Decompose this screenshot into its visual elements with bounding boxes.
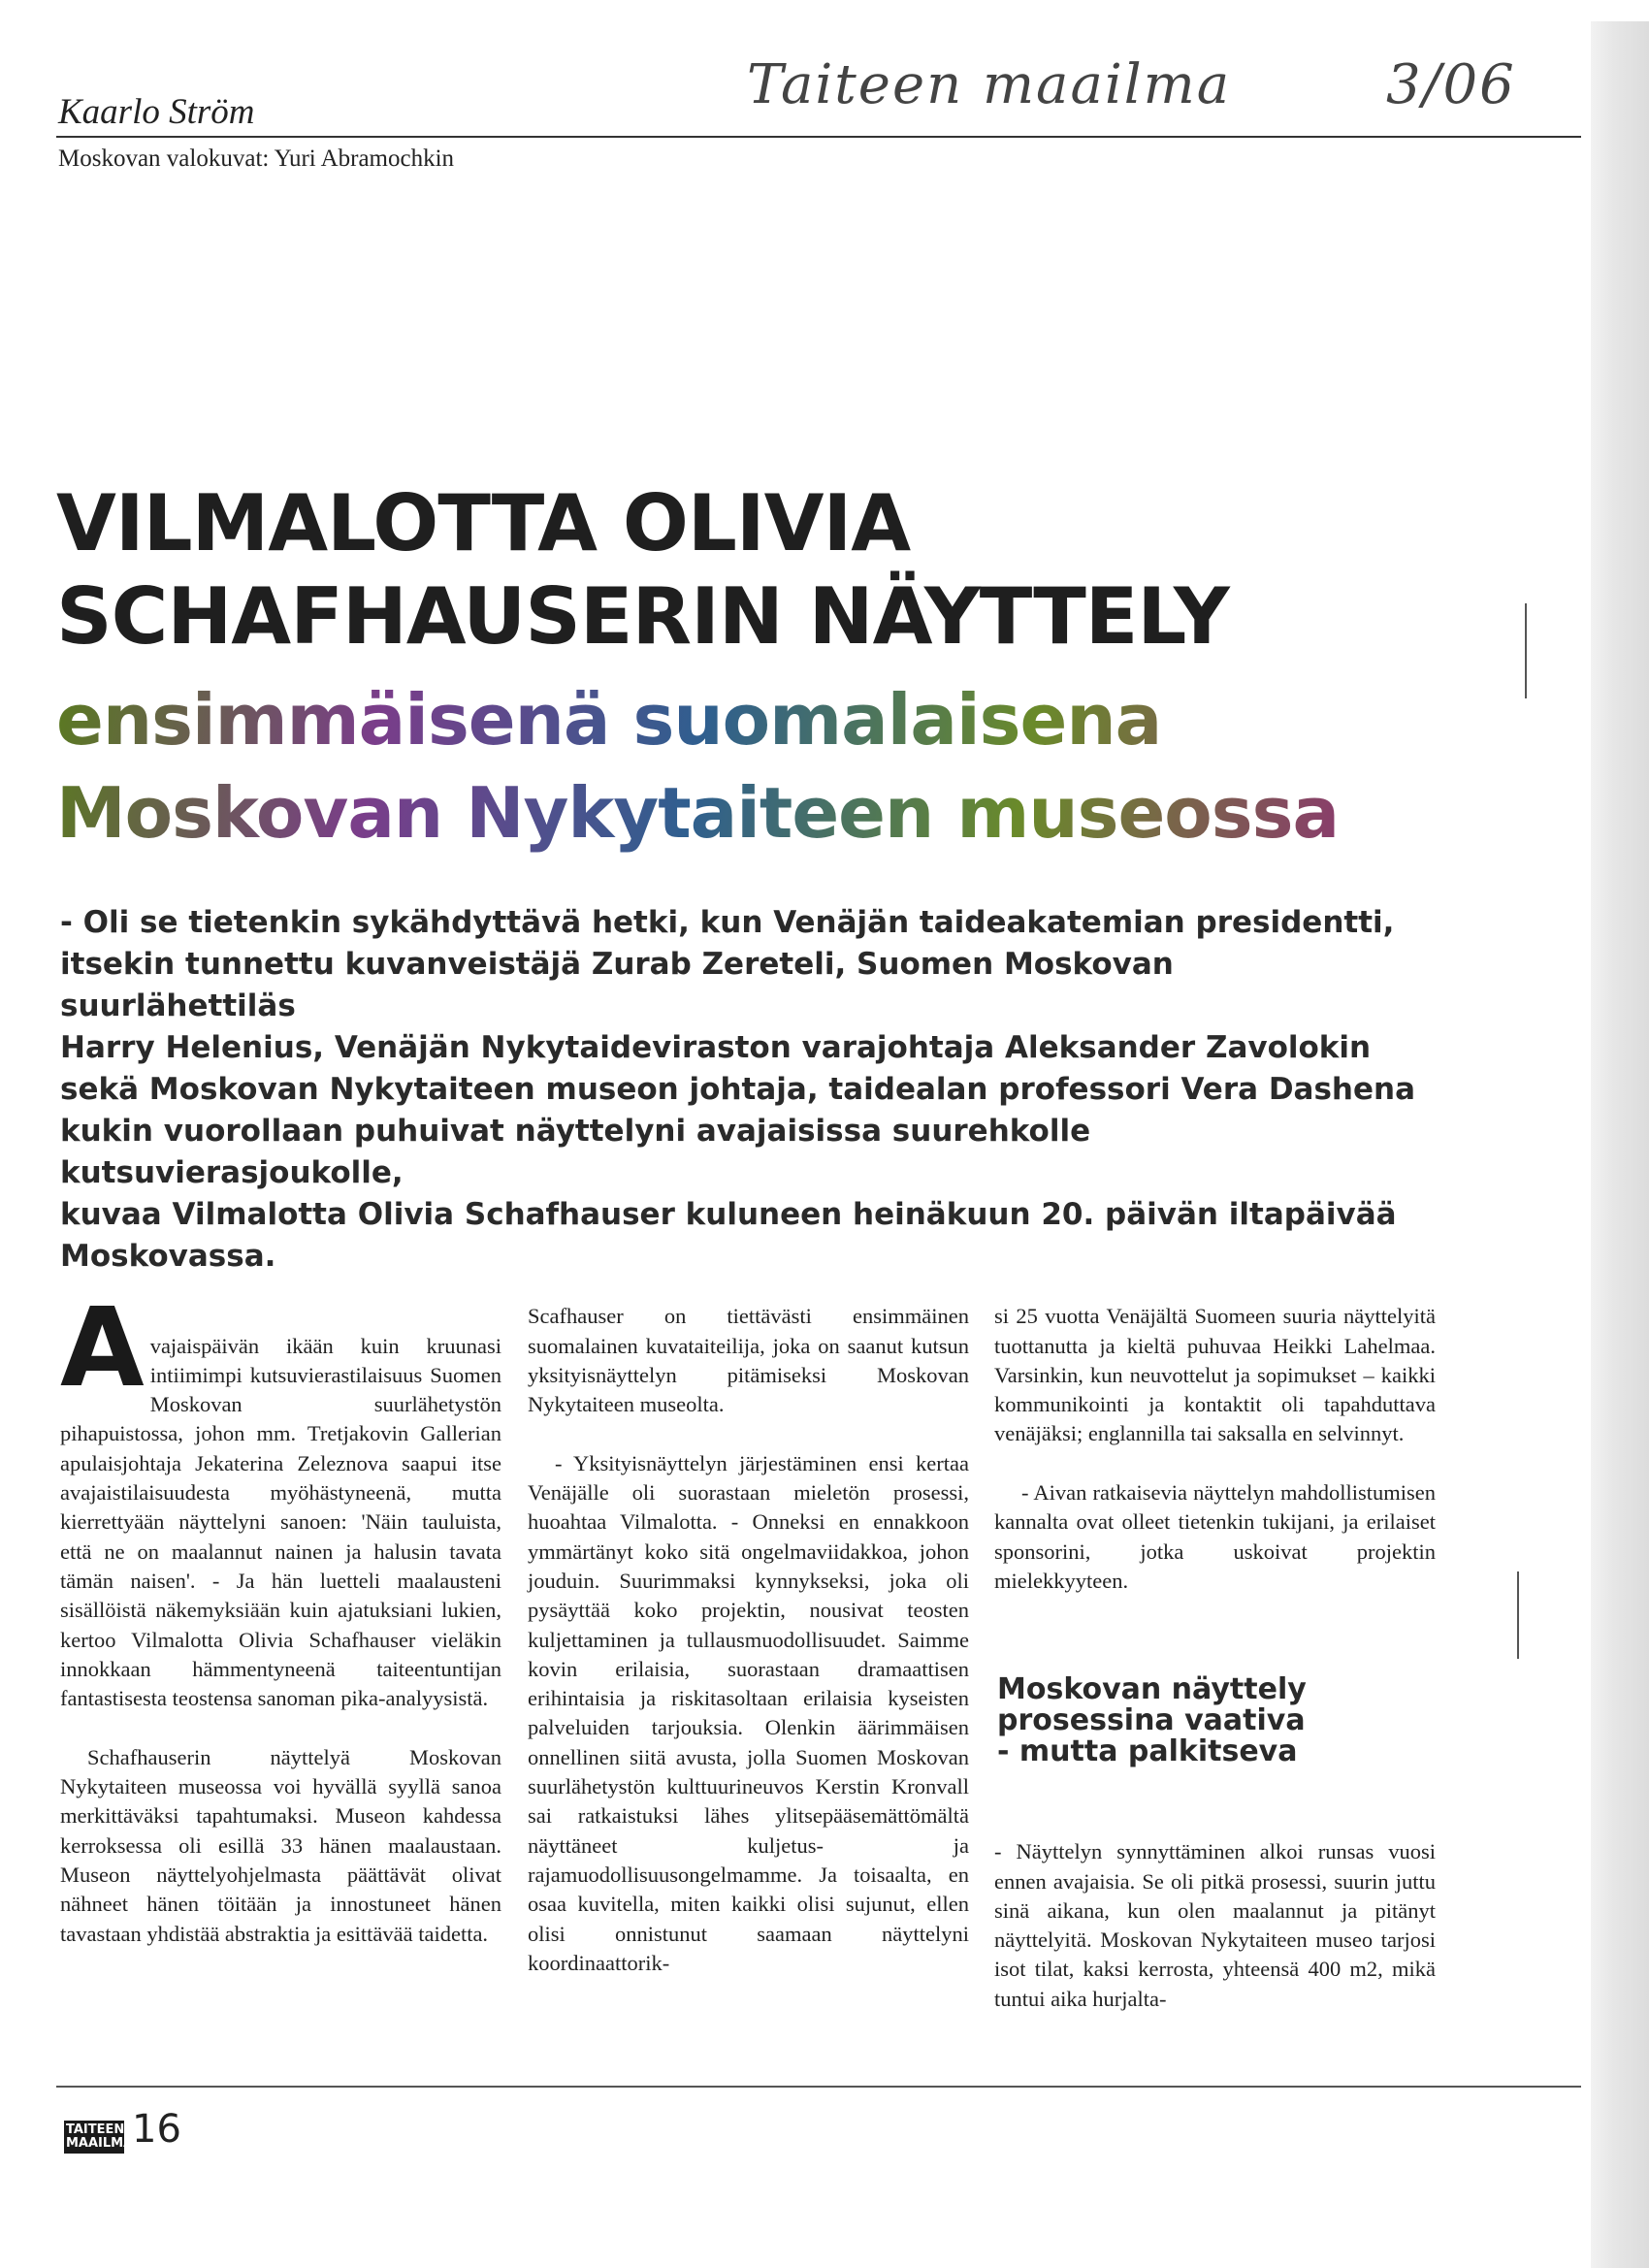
drop-cap: A — [60, 1285, 145, 1412]
logo-line-2: MAAILMA — [66, 2136, 134, 2151]
subheadline — [56, 673, 1339, 859]
handwritten-issue: 3/06 — [1385, 53, 1516, 116]
body-paragraph: - Aivan ratkaisevia näyttelyn mahdollistumisen kannalta ovat olleet tietenkin tukijani, ja erilaiset sponsorini, jotka uskoivat projektin mielekkyyteen. — [994, 1480, 1436, 1593]
handwritten-magazine: Taiteen maailma — [747, 53, 1232, 116]
magazine-logo — [64, 2121, 134, 2154]
page-number: 16 — [132, 2107, 181, 2152]
handwritten-note — [747, 53, 1516, 116]
body-paragraph: Scafhauser on tiettävästi ensimmäinen suomalainen kuvataiteilija, joka on saanut kutsun yksityisnäyttelyn pitämiseksi Moskovan Nykytaiteen museolta. — [528, 1304, 969, 1417]
body-paragraph: vajaispäivän ikään kuin kruunasi intiimimpi kutsuvierastilaisuus Suomen Moskovan suurlähetystön pihapuistossa, johon mm. Tretjakovin Gallerian apulaisjohtaja Jekaterina Zeleznova saapui itse avajaistilaisuudesta myöhästyneenä, mutta kierrettyään näyttelyni sanoen: 'Näin tauluista, että ne on maalannut nainen ja halusin tavata tämän naisen'. - Ja hän luetteli maalausteni sisällöistä näkemyksiään kuin ajatuksiani lukien, kertoo Vilmalotta Olivia Schafhauser vieläkin innokkaan hämmentyneenä taiteentuntijan fantastisesta teostensa sanoman pika-analyysistä. — [60, 1333, 501, 1711]
author-name: Kaarlo Ström — [58, 92, 255, 132]
bottom-divider — [56, 2086, 1581, 2088]
photo-credit: Moskovan valokuvat: Yuri Abramochkin — [58, 146, 455, 172]
body-paragraph: - Yksityisnäyttelyn järjestäminen ensi kertaa Venäjälle oli suorastaan mieletön prosessi, huoahtaa Vilmalotta. - Onneksi en ennakkoon ymmärtänyt koko sitä ongelmaviidakkoa, johon jouduin. Suurimmaksi kynnykseksi, joka oli pysäyttää koko projektin, nousivat teosten kuljettaminen ja tullausmuodollisuudet. Saimme kovin erilaisia, suorastaan dramaattisen erihintaisia ja riskitasoltaan erilaisia kyseisten palveluiden tarjouksia. Olenkin äärimmäisen onnellinen siitä avusta, jolla Suomen Moskovan suurlähetystön kulttuurineuvos Kerstin Kronvall sai ratkaistuksi lähes ylitsepääsemättömältä näyttäneet kuljetus- ja rajamuodollisuusongelmamme. Ja toisaalta, en osaa kuvitella, miten kaikki olisi sujunut, ellen olisi onnistunut saamaan näyttelyni koordinaattorik- — [528, 1450, 969, 1975]
body-column-1 — [60, 1273, 501, 1978]
body-column-3 — [994, 1273, 1436, 1626]
body-column-3-continued — [994, 1808, 1436, 2043]
body-paragraph: si 25 vuotta Venäjältä Suomeen suuria näyttelyitä tuottanutta ja kieltä puhuvaa Heikki Lahelmaa. Varsinkin, kun neuvottelut ja sopimukset – kaikki kommunikointi ja kontaktit oli tapahduttava venäjäksi; englannilla tai saksalla en selvinnyt. — [994, 1304, 1436, 1446]
headline-line-1: VILMALOTTA OLIVIA — [56, 478, 911, 568]
top-divider — [56, 136, 1581, 138]
section-heading: Moskovan näyttely prosessina vaativa - mutta palkitseva — [997, 1672, 1307, 1768]
logo-line-1: TAITEEN — [66, 2122, 125, 2137]
scan-mark — [1517, 1571, 1519, 1659]
body-column-2 — [528, 1273, 969, 2007]
scan-mark — [1525, 603, 1527, 698]
subheadline-line-1: ensimmäisenä suomalaisena — [56, 679, 1162, 761]
body-paragraph: Schafhauserin näyttelyä Moskovan Nykytaiteen museossa voi hyvällä syyllä sanoa merkittäväksi tapahtumaksi. Museon kahdessa kerroksessa oli esillä 33 hänen maalaustaan. Museon näyttelyohjelmasta päättävät olivat nähneet hänen töitään ja innostuneet hänen tavastaan yhdistää abstraktia ja esittävää taidetta. — [60, 1744, 501, 1946]
scan-edge-shadow — [1591, 21, 1649, 2268]
subheadline-line-2: Moskovan Nykytaiteen museossa — [56, 772, 1340, 854]
lead-paragraph: - Oli se tietenkin sykähdyttävä hetki, kun Venäjän taideakatemian presidentti, itsekin tunnettu kuvanveistäjä Zurab Zereteli, Suomen Moskovan suurlähettiläs Harry Helenius, Venäjän Nykytaideviraston varajohtaja Aleksander Zavolokin sekä Moskovan Nykytaiteen museon johtaja, taidealan professori Vera Dashena kukin vuorollaan puhuivat näyttelyni avajaisissa suurehkolle kutsuvierasjoukolle, kuvaa Vilmalotta Olivia Schafhauser kuluneen heinäkuun 20. päivän iltapäivää Moskovassa. — [60, 905, 1415, 1274]
headline — [56, 477, 1229, 664]
headline-line-2: SCHAFHAUSERIN NÄYTTELY — [56, 571, 1229, 662]
body-paragraph: - Näyttelyn synnyttäminen alkoi runsas vuosi ennen avajaisia. Se oli pitkä prosessi, suurin juttu sinä aikana, kun olen maalannut ja pitänyt näyttelyitä. Moskovan Nykytaiteen museo tarjosi isot tilat, kaksi kerrosta, yhteensä 400 m2, mikä tuntui aika hurjalta- — [994, 1839, 1436, 2011]
